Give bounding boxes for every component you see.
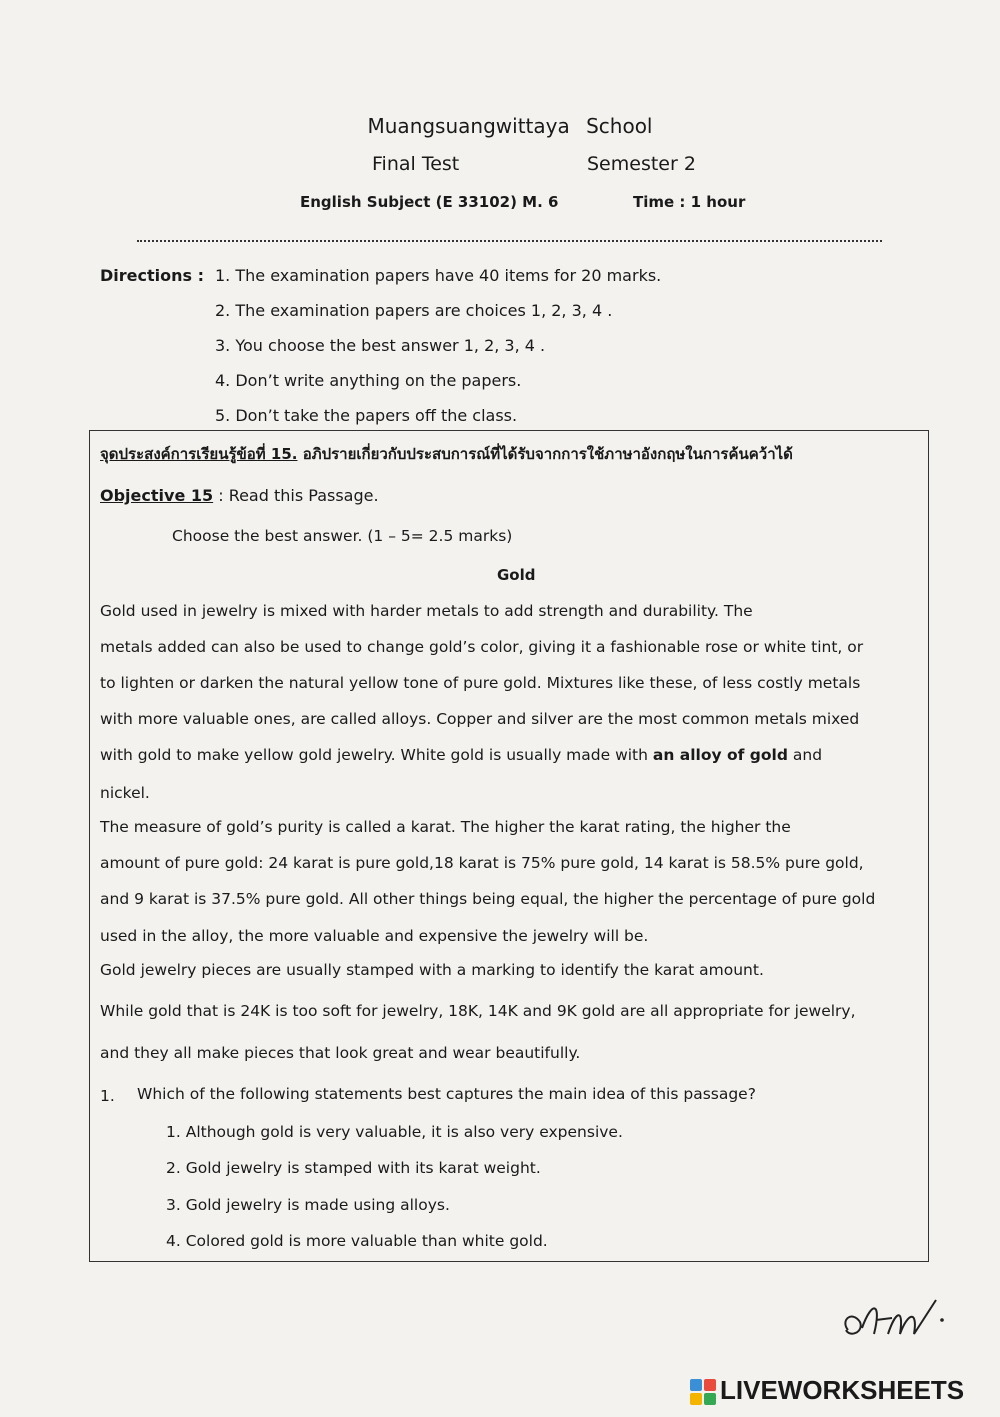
passage-line: used in the alloy, the more valuable and expensive the jewelry will be. <box>100 927 649 945</box>
question-number: 1. <box>100 1087 115 1105</box>
passage-line: and 9 karat is 37.5% pure gold. All other things being equal, the higher the percentage of pure gold <box>100 890 876 908</box>
direction-item: 1. The examination papers have 40 items for 20 marks. <box>215 266 662 285</box>
passage-line: nickel. <box>100 784 150 802</box>
question-text: Which of the following statements best captures the main idea of this passage? <box>137 1085 756 1103</box>
objective-thai-text: อภิปรายเกี่ยวกับประสบการณ์ที่ได้รับจากการใช้ภาษาอังกฤษในการค้นคว้าได้ <box>297 445 793 463</box>
answer-option[interactable]: 4. Colored gold is more valuable than white gold. <box>166 1232 548 1250</box>
logo-square-green <box>704 1393 716 1405</box>
objective-thai <box>100 442 793 466</box>
passage-line-text: with gold to make yellow gold jewelry. White gold is usually made with <box>100 746 653 764</box>
school-name: Muangsuangwittaya School <box>367 114 653 138</box>
choose-instruction: Choose the best answer. (1 – 5= 2.5 marks) <box>172 527 513 545</box>
objective-label: Objective 15 <box>100 486 214 505</box>
passage-title: Gold <box>497 566 536 584</box>
test-title: Final Test <box>372 153 460 175</box>
direction-item: 2. The examination papers are choices 1, 2, 3, 4 . <box>215 301 613 320</box>
time-label: Time : 1 hour <box>633 193 746 211</box>
bold-phrase: an alloy of gold <box>652 746 788 764</box>
passage-line: The measure of gold’s purity is called a karat. The higher the karat rating, the higher the <box>100 818 791 836</box>
passage-line: Gold jewelry pieces are usually stamped with a marking to identify the karat amount. <box>100 961 764 979</box>
liveworksheets-brand[interactable]: LIVEWORKSHEETS <box>720 1375 965 1405</box>
answer-option[interactable]: 2. Gold jewelry is stamped with its karat weight. <box>166 1159 541 1177</box>
logo-square-blue <box>690 1379 702 1391</box>
signature-scribble <box>838 1290 948 1350</box>
subject-label: English Subject (E 33102) M. 6 <box>300 193 559 211</box>
passage-line: and they all make pieces that look great and wear beautifully. <box>100 1044 581 1062</box>
passage-line <box>100 746 822 764</box>
passage-line: amount of pure gold: 24 karat is pure gold,18 karat is 75% pure gold, 14 karat is 58.5% pure gold, <box>100 854 864 872</box>
logo-square-yellow <box>690 1393 702 1405</box>
liveworksheets-logo-icon <box>690 1379 716 1405</box>
objective-text: : Read this Passage. <box>213 486 379 505</box>
direction-item: 4. Don’t write anything on the papers. <box>215 371 522 390</box>
direction-item: 5. Don’t take the papers off the class. <box>215 406 518 425</box>
semester-label: Semester 2 <box>587 153 696 175</box>
dotted-divider <box>137 240 882 242</box>
answer-option[interactable]: 1. Although gold is very valuable, it is also very expensive. <box>166 1123 623 1141</box>
passage-line: While gold that is 24K is too soft for jewelry, 18K, 14K and 9K gold are all appropriate for jewelry, <box>100 1002 856 1020</box>
passage-line: with more valuable ones, are called alloys. Copper and silver are the most common metals mixed <box>100 710 860 728</box>
answer-option[interactable]: 3. Gold jewelry is made using alloys. <box>166 1196 450 1214</box>
objective-thai-label: จุดประสงค์การเรียนรู้ข้อที่ 15. <box>100 445 298 463</box>
objective-line <box>100 486 379 505</box>
passage-line: to lighten or darken the natural yellow tone of pure gold. Mixtures like these, of less costly metals <box>100 674 861 692</box>
passage-line: metals added can also be used to change gold’s color, giving it a fashionable rose or white tint, or <box>100 638 864 656</box>
logo-square-red <box>704 1379 716 1391</box>
direction-item: 3. You choose the best answer 1, 2, 3, 4 . <box>215 336 546 355</box>
passage-line: Gold used in jewelry is mixed with harder metals to add strength and durability. The <box>100 602 753 620</box>
passage-line-tail: and <box>787 746 823 764</box>
directions-label: Directions : <box>100 266 204 285</box>
